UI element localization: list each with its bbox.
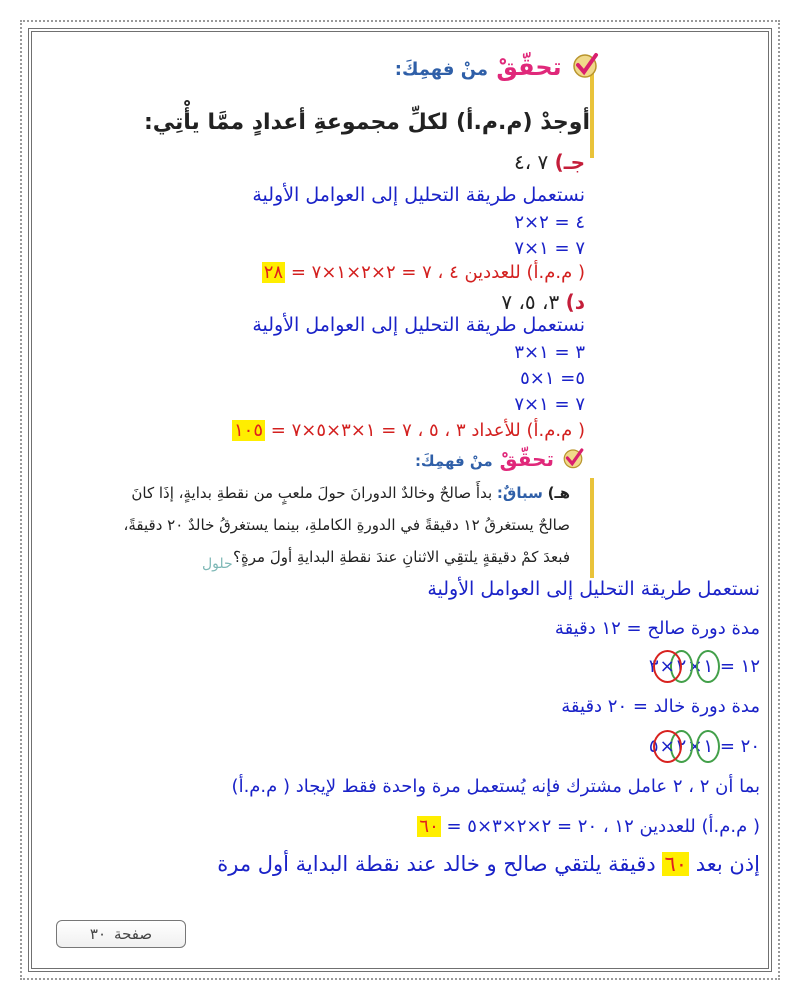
c-result (262, 262, 585, 283)
part-c (514, 150, 585, 174)
part-d (501, 290, 585, 314)
d-result (232, 420, 585, 441)
check-header-2 (415, 446, 585, 475)
problem-line-3: فبعدَ كمْ دقيقةٍ يلتقِي الاثنانِ عندَ نقطةِ البدايةِ أولَ مرةٍ؟ (232, 548, 570, 566)
page-number: ٣٠ (89, 925, 107, 943)
saleh-times: × (659, 656, 675, 677)
conclusion-answer: ٦٠ (664, 852, 688, 876)
e-result (417, 816, 760, 837)
d-line-2: ٥= ١×٥ (520, 368, 585, 389)
check-header (395, 50, 600, 86)
part-d-numbers: ٣، ٥، ٧ (501, 290, 560, 314)
c-line-1: ٤ = ٢×٢ (514, 212, 585, 233)
conclusion-after: دقيقة يلتقي صالح و خالد عند نقطة البداية أول مرة (217, 852, 656, 876)
c-result-answer: ٢٨ (263, 262, 284, 283)
saleh-factor-2: ٢ (676, 656, 687, 677)
khaled-factor-3: ٥ (648, 736, 659, 757)
saleh-factors: ١٢ = ١×٢×٣ (648, 656, 760, 677)
section-bar-2 (590, 478, 594, 578)
e-result-text: ( م.م.أ) للعددين ١٢ ، ٢٠ = ٢×٢×٣×٥ = (446, 816, 760, 837)
part-c-numbers: ٧ ،٤ (513, 150, 549, 174)
instruction: أوجدْ (م.م.أ) لكلِّ مجموعةِ أعدادٍ ممَّا يأْتِي: (143, 110, 590, 135)
d-result-answer: ١٠٥ (234, 420, 264, 441)
part-d-label: د) (565, 290, 585, 314)
khaled-lhs: ٢٠ = (719, 736, 760, 757)
saleh-factor-3: ٣ (648, 656, 659, 677)
tahaqqaq-label-2: تحقّقْ (499, 447, 555, 471)
checkmark-icon (570, 50, 600, 86)
saleh-factor-1: ١ (703, 656, 714, 677)
problem-title: سباقٌ: (496, 484, 543, 502)
c-line-2: ٧ = ١×٧ (514, 238, 585, 259)
method-text: نستعمل طريقة التحليل إلى العوامل الأولية (252, 184, 585, 206)
method-text-2: نستعمل طريقة التحليل إلى العوامل الأولية (252, 314, 585, 336)
part-c-label: جـ) (554, 150, 585, 174)
khaled-factor-1: ١ (703, 736, 714, 757)
conclusion (217, 852, 760, 876)
watermark: حلول (202, 556, 233, 572)
problem-label: هـ) (547, 484, 570, 502)
problem-line-1 (131, 484, 570, 502)
conclusion-before: إذن بعد (695, 852, 760, 876)
checkmark-icon-2 (561, 446, 585, 475)
page-label: صفحة (114, 925, 153, 943)
d-line-1: ٣ = ١×٣ (514, 342, 585, 363)
c-result-text: ( م.م.أ) للعددين ٤ ، ٧ = ٢×٢×١×٧ = (290, 262, 585, 283)
page-number-box (56, 920, 186, 948)
method-text-3: نستعمل طريقة التحليل إلى العوامل الأولية (427, 578, 760, 600)
d-line-3: ٧ = ١×٧ (514, 394, 585, 415)
tahaqqaq-label: تحقّقْ (496, 53, 562, 81)
d-result-text: ( م.م.أ) للأعداد ٣ ، ٥ ، ٧ = ١×٣×٥×٧ = (270, 420, 585, 441)
khaled-factor-2: ٢ (676, 736, 687, 757)
khaled-factors: ٢٠ = ١×٢×٥ (648, 736, 760, 757)
khaled-times: × (659, 736, 675, 757)
min-fahmik-label: منْ فهمِكَ: (394, 59, 489, 80)
min-fahmik-label-2: منْ فهمِكَ: (414, 452, 493, 470)
common-factor-note: بما أن ٢ ، ٢ عامل مشترك فإنه يُستعمل مرة واحدة فقط لإيجاد ( م.م.أ) (231, 776, 760, 797)
saleh-lhs: ١٢ = (719, 656, 760, 677)
problem-text-1: بدأَ صالحٌ وخالدٌ الدورانَ حولَ ملعبٍ من نقطةِ بدايةٍ، إذَا كانَ (131, 484, 493, 502)
e-result-answer: ٦٠ (419, 816, 439, 837)
saleh-period: مدة دورة صالح = ١٢ دقيقة (554, 618, 760, 639)
problem-line-2: صالحٌ يستغرقُ ١٢ دقيقةً في الدورةِ الكاملةِ، بينما يستغرقُ خالدٌ ٢٠ دقيقةً، (123, 516, 570, 534)
khaled-period: مدة دورة خالد = ٢٠ دقيقة (561, 696, 760, 717)
